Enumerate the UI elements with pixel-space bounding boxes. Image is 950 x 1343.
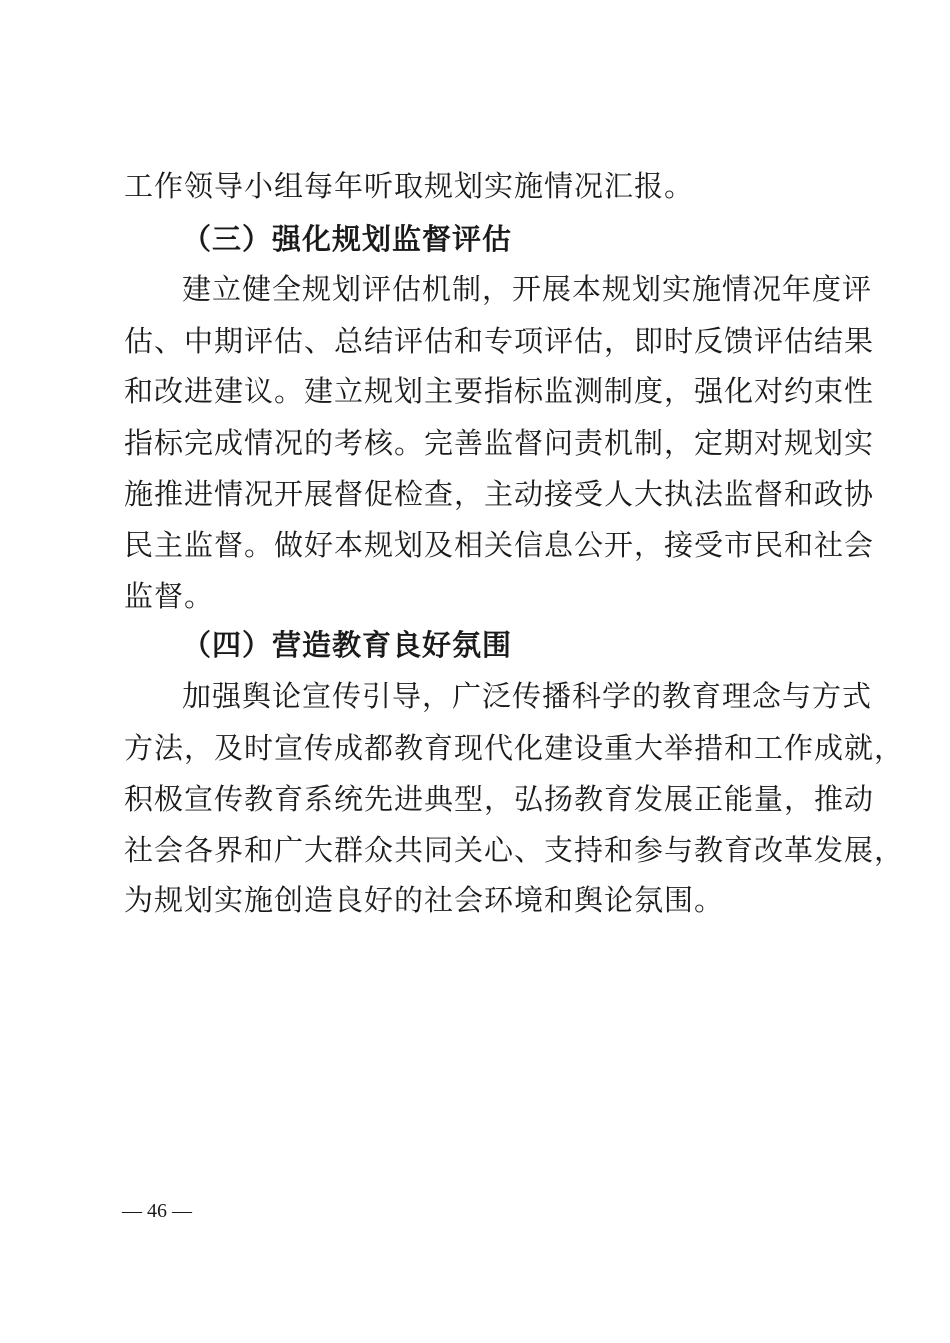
text-line: 工作领导小组每年听取规划实施情况汇报。 — [124, 169, 695, 203]
text-line: 施推进情况开展督促检查，主动接受人大执法监督和政协 — [124, 477, 875, 511]
section-heading-4: （四）营造教育良好氛围 — [182, 628, 513, 662]
text-line: 监督。 — [124, 579, 215, 613]
section-heading-3: （三）强化规划监督评估 — [182, 222, 513, 256]
text-line: 为规划实施创造良好的社会环境和舆论氛围。 — [124, 883, 725, 917]
text-line: 估、中期评估、总结评估和专项评估，即时反馈评估结果 — [124, 324, 875, 358]
text-line: 建立健全规划评估机制，开展本规划实施情况年度评 — [182, 272, 873, 306]
text-line: 方法，及时宣传成都教育现代化建设重大举措和工作成就， — [124, 731, 905, 765]
text-line: 民主监督。做好本规划及相关信息公开，接受市民和社会 — [124, 528, 875, 562]
page-number: — 46 — — [122, 1200, 192, 1222]
text-line: 和改进建议。建立规划主要指标监测制度，强化对约束性 — [124, 374, 875, 408]
text-line: 指标完成情况的考核。完善监督问责机制，定期对规划实 — [124, 426, 875, 460]
text-line: 社会各界和广大群众共同关心、支持和参与教育改革发展， — [124, 833, 905, 867]
text-line: 积极宣传教育系统先进典型，弘扬教育发展正能量，推动 — [124, 782, 875, 816]
text-line: 加强舆论宣传引导，广泛传播科学的教育理念与方式 — [182, 679, 873, 713]
